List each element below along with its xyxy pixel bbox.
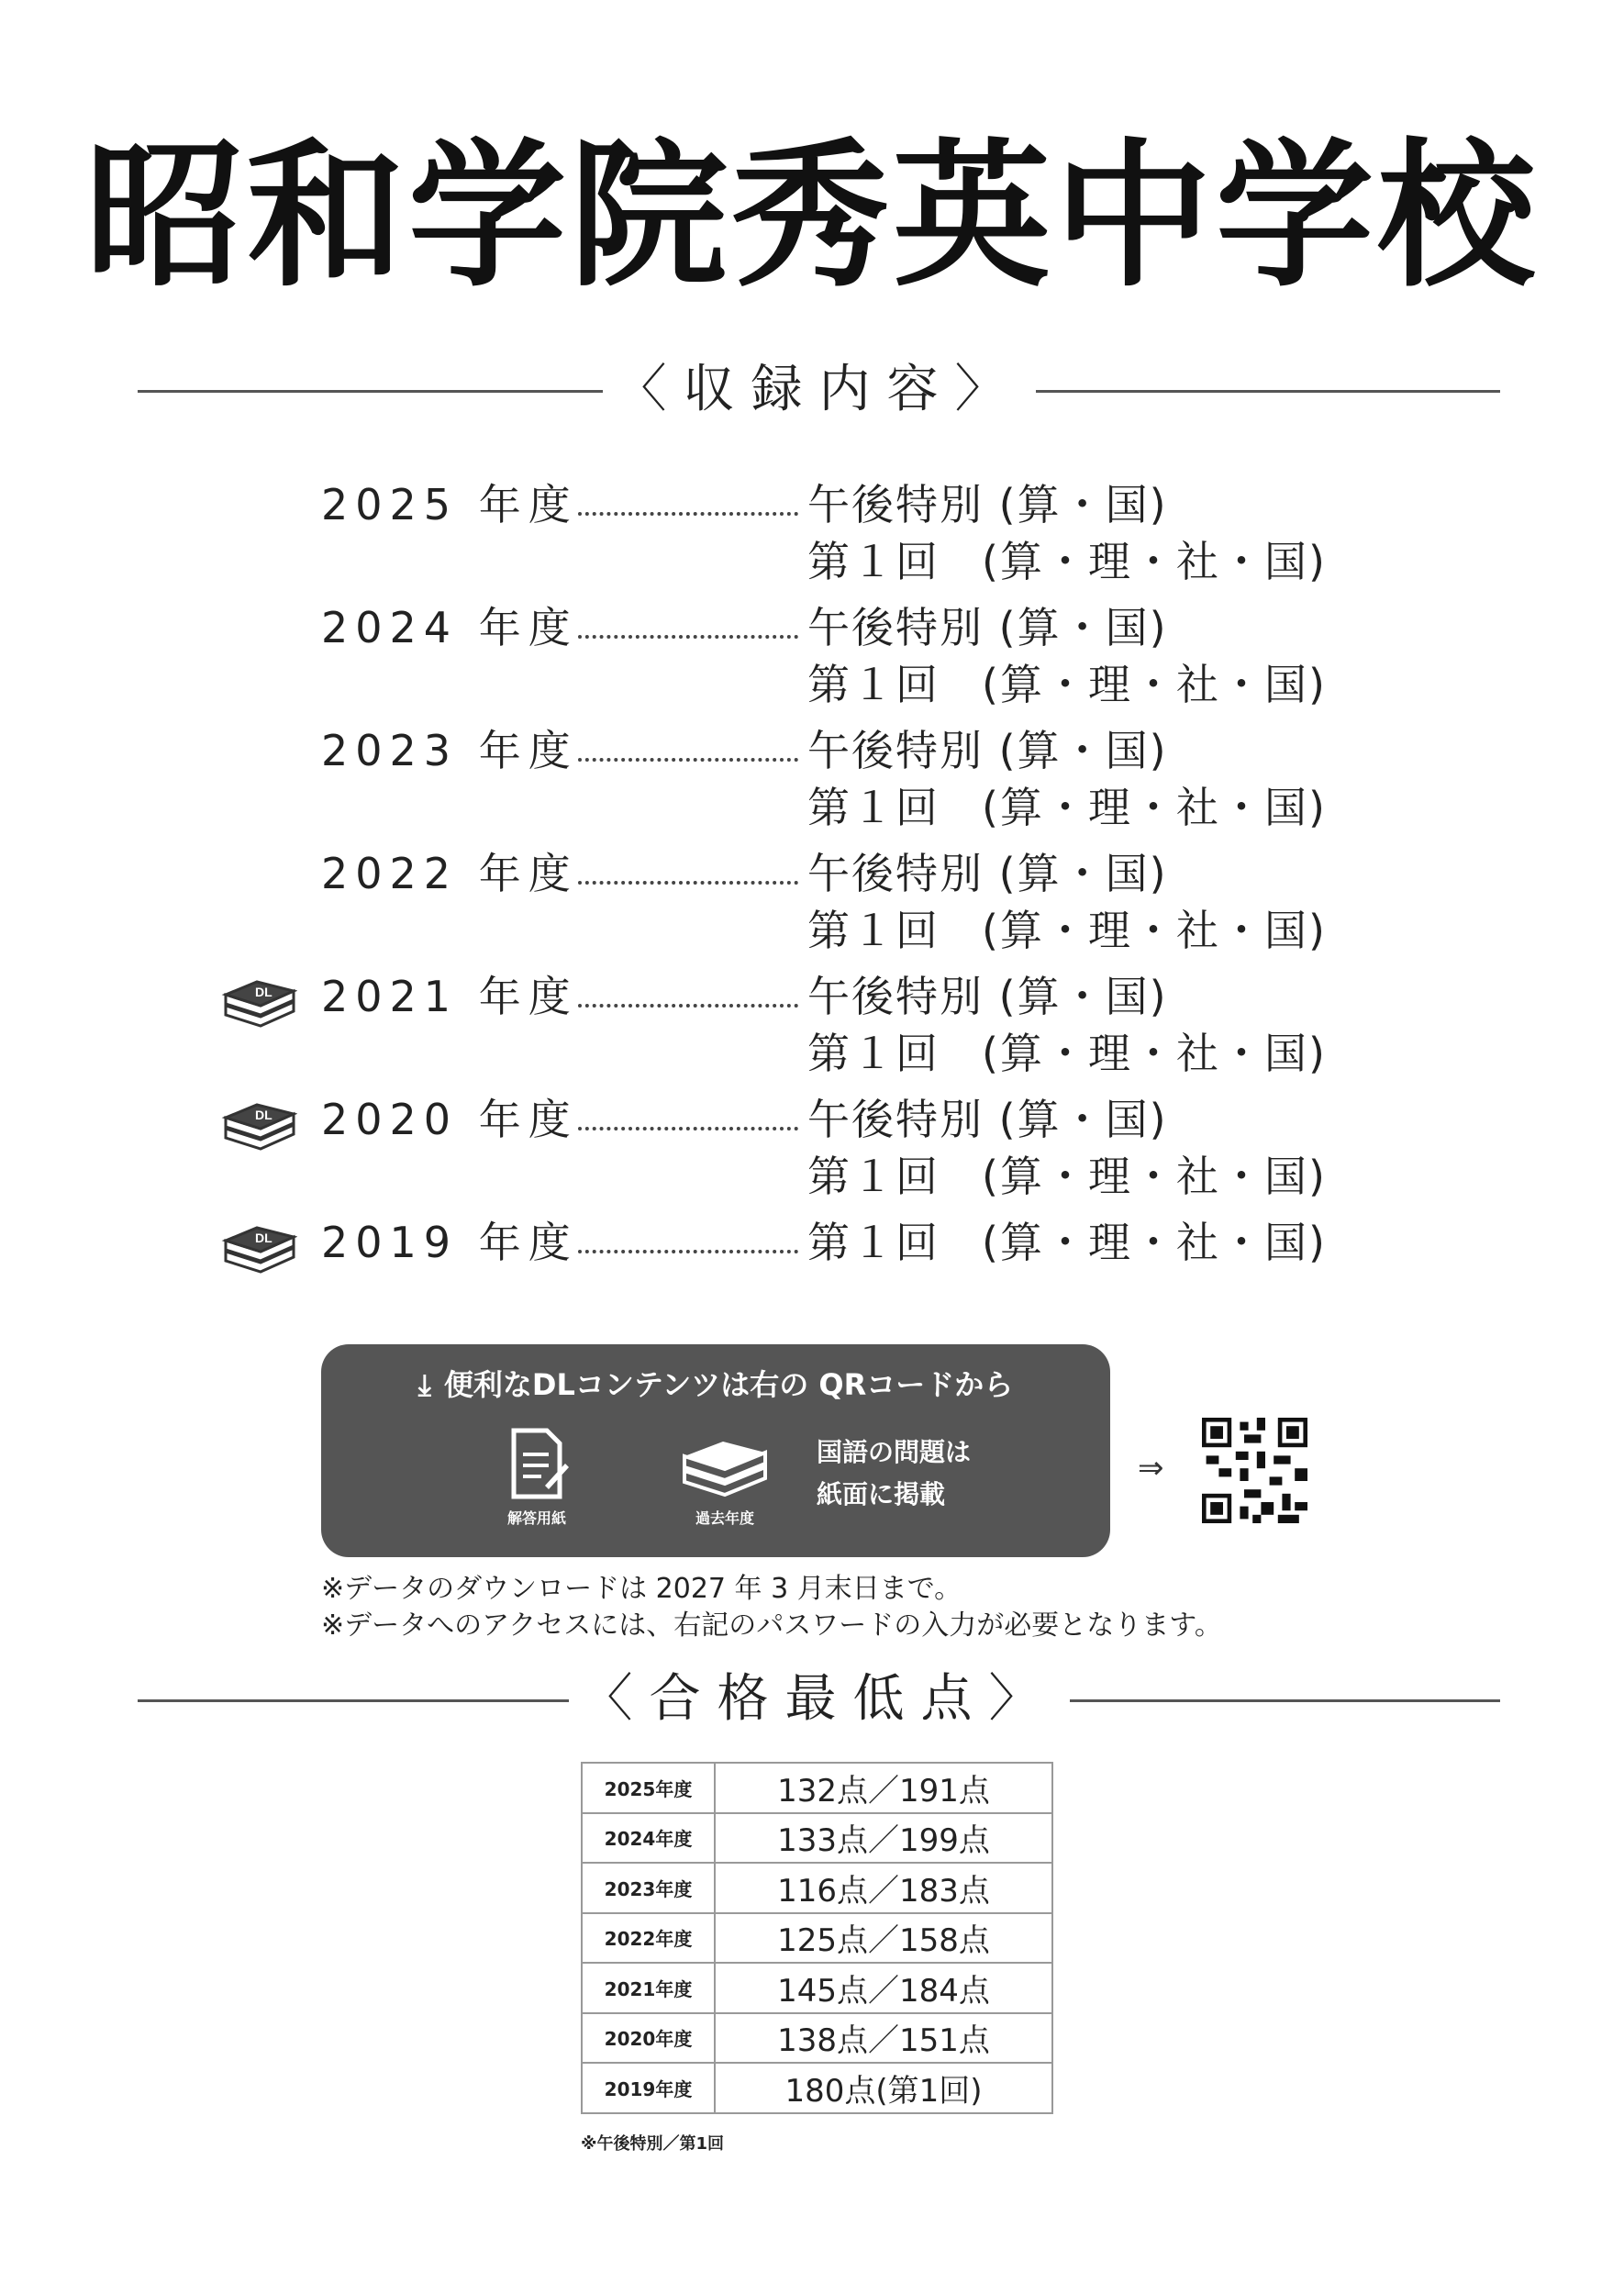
contents-heading <box>138 353 1500 427</box>
score-value: 116点／183点 <box>715 1863 1052 1913</box>
leader-dots <box>578 758 798 762</box>
score-year: 2025年度 <box>582 1763 715 1813</box>
answer-sheet-caption: 解答用紙 <box>506 1509 566 1527</box>
score-year: 2024年度 <box>582 1813 715 1864</box>
entry-line2: 第１回 <box>807 537 940 586</box>
entry-subjects: (算・理・社・国) <box>982 1029 1327 1078</box>
entry-line1: 午後特別 (算・国) <box>807 849 1168 898</box>
svg-text:DL: DL <box>255 985 273 999</box>
entry-line1: 午後特別 (算・国) <box>807 1095 1168 1144</box>
qr-code[interactable] <box>1202 1418 1307 1523</box>
dl-box-heading <box>321 1364 1110 1405</box>
entry-line1: 第１回 <box>807 1218 940 1267</box>
answer-sheet-item <box>491 1427 583 1528</box>
score-value: 132点／191点 <box>715 1763 1052 1813</box>
contents-entry <box>0 846 1624 965</box>
entry-line1: 午後特別 (算・国) <box>807 972 1168 1021</box>
past-years-item <box>674 1427 775 1528</box>
scores-footnote: ※午後特別／第1回 <box>581 2134 725 2154</box>
entry-subjects: (算・理・社・国) <box>982 783 1327 832</box>
entry-line2: 第１回 <box>807 1152 940 1201</box>
score-year: 2023年度 <box>582 1863 715 1913</box>
svg-text:DL: DL <box>255 1108 273 1122</box>
leader-dots <box>578 512 798 516</box>
contents-entry <box>0 969 1624 1088</box>
contents-entry <box>0 477 1624 596</box>
entry-year: 2019 年度 <box>321 1218 578 1267</box>
dl-box-note-line2: 紙面に掲載 <box>817 1479 946 1509</box>
dl-box-note <box>817 1431 971 1516</box>
school-title: 昭和学院秀英中学校 <box>85 124 1539 308</box>
table-row <box>582 1813 1052 1864</box>
entry-line1: 午後特別 (算・国) <box>807 480 1168 529</box>
score-year: 2019年度 <box>582 2063 715 2113</box>
contents-entry <box>0 723 1624 842</box>
score-value: 133点／199点 <box>715 1813 1052 1864</box>
note-line: ※データへのアクセスには、右記のパスワードの入力が必要となります。 <box>321 1609 1222 1642</box>
entry-year: 2025 年度 <box>321 480 578 529</box>
table-row <box>582 1913 1052 1964</box>
download-book-icon <box>220 1215 297 1279</box>
table-row <box>582 2013 1052 2064</box>
download-notes <box>321 1571 1222 1644</box>
dl-box-heading-text: 便利なDLコンテンツは右の QRコードから <box>443 1367 1014 1402</box>
leader-dots <box>578 1127 798 1130</box>
leader-dots <box>578 1004 798 1008</box>
entry-year: 2024 年度 <box>321 603 578 652</box>
entry-subjects: (算・理・社・国) <box>982 537 1327 586</box>
score-value: 180点(第1回) <box>715 2063 1052 2113</box>
entry-year: 2022 年度 <box>321 849 578 898</box>
entry-subjects: (算・理・社・国) <box>982 660 1327 709</box>
entry-year: 2023 年度 <box>321 726 578 775</box>
score-year: 2020年度 <box>582 2013 715 2064</box>
table-row <box>582 2063 1052 2113</box>
contents-heading-label: 〈収録内容〉 <box>603 353 1036 427</box>
download-book-icon <box>220 1092 297 1156</box>
table-row <box>582 1963 1052 2013</box>
download-book-icon <box>220 969 297 1033</box>
entry-subjects: (算・理・社・国) <box>982 1152 1327 1201</box>
score-value: 145点／184点 <box>715 1963 1052 2013</box>
scores-heading <box>138 1663 1500 1736</box>
minimum-scores-table <box>581 1762 1053 2114</box>
entry-year: 2020 年度 <box>321 1095 578 1144</box>
contents-entry <box>0 1092 1624 1211</box>
score-year: 2021年度 <box>582 1963 715 2013</box>
note-line: ※データのダウンロードは 2027 年 3 月末日まで。 <box>321 1573 962 1605</box>
entry-line1: 午後特別 (算・国) <box>807 726 1168 775</box>
contents-entry <box>0 600 1624 719</box>
entry-subjects: (算・理・社・国) <box>982 1218 1327 1267</box>
download-icon: ⤓ <box>417 1367 431 1402</box>
dl-box-note-line1: 国語の問題は <box>817 1437 972 1467</box>
entry-line2: 第１回 <box>807 660 940 709</box>
arrow-icon: ⇒ <box>1138 1450 1164 1487</box>
contents-entry-last <box>0 1215 1624 1334</box>
leader-dots <box>578 881 798 885</box>
dl-content-box <box>321 1344 1110 1557</box>
table-row <box>582 1763 1052 1813</box>
score-value: 138点／151点 <box>715 2013 1052 2064</box>
leader-dots <box>578 1250 798 1253</box>
scores-heading-label: 〈合格最低点〉 <box>569 1663 1070 1736</box>
past-years-caption: 過去年度 <box>695 1509 754 1527</box>
entry-subjects: (算・理・社・国) <box>982 906 1327 955</box>
answer-sheet-icon <box>505 1427 569 1500</box>
entry-line2: 第１回 <box>807 906 940 955</box>
svg-text:DL: DL <box>255 1231 273 1245</box>
table-row <box>582 1863 1052 1913</box>
entry-line2: 第１回 <box>807 783 940 832</box>
leader-dots <box>578 635 798 639</box>
score-year: 2022年度 <box>582 1913 715 1964</box>
entry-year: 2021 年度 <box>321 972 578 1021</box>
entry-line1: 午後特別 (算・国) <box>807 603 1168 652</box>
book-stack-icon <box>679 1427 771 1500</box>
entry-line2: 第１回 <box>807 1029 940 1078</box>
score-value: 125点／158点 <box>715 1913 1052 1964</box>
